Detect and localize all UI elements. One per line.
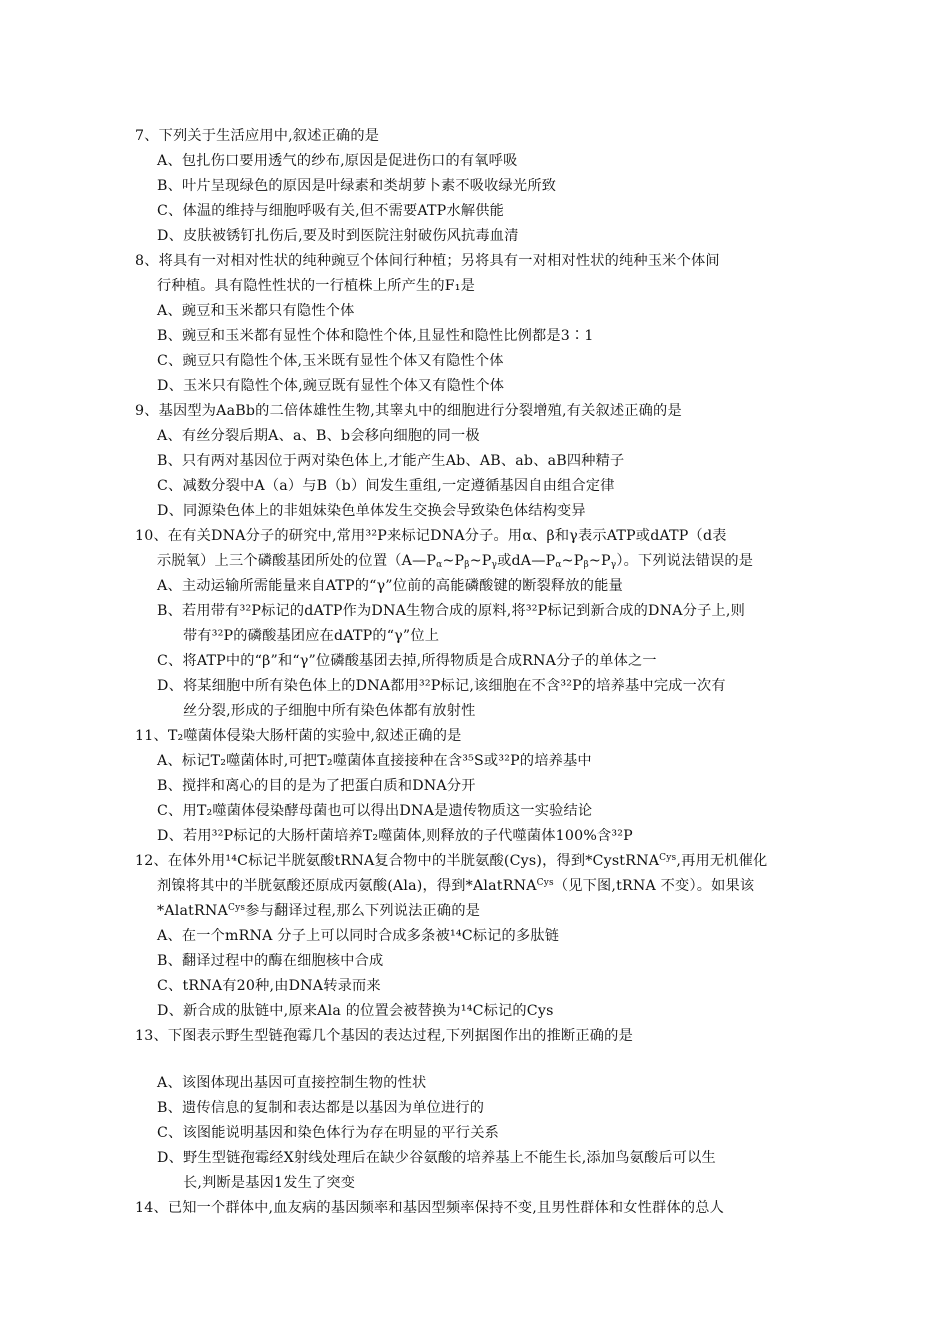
question-9-option-b: B、只有两对基因位于两对染色体上,才能产生Ab、AB、ab、aB四种精子 <box>157 453 625 469</box>
question-12-stem-line-2: 剂镍将其中的半胱氨酸还原成丙氨酸(Ala)，得到*AlatRNA$^{Cys}$（见下图,tRNA 不变）。如果该 <box>157 878 755 894</box>
question-10-option-c: C、将ATP中的“β”和“γ”位磷酸基团去掉,所得物质是合成RNA分子的单体之一 <box>157 653 657 669</box>
question-11-option-b: B、搅拌和离心的目的是为了把蛋白质和DNA分开 <box>157 778 476 794</box>
question-13-option-d-cont: 长,判断是基因1发生了突变 <box>183 1175 356 1191</box>
question-8-option-a: A、豌豆和玉米都只有隐性个体 <box>157 303 355 319</box>
question-11-option-d: D、若用³²P标记的大肠杆菌培养T₂噬菌体,则释放的子代噬菌体100%含³²P <box>157 828 633 844</box>
question-10-option-d-cont: 丝分裂,形成的子细胞中所有染色体都有放射性 <box>183 703 476 719</box>
question-8-option-b: B、豌豆和玉米都有显性个体和隐性个体,且显性和隐性比例都是3∶1 <box>157 328 594 344</box>
question-13-option-a: A、该图体现出基因可直接控制生物的性状 <box>157 1075 427 1091</box>
question-10-option-b-cont: 带有³²P的磷酸基团应在dATP的“γ”位上 <box>183 628 440 644</box>
question-13-option-c: C、该图能说明基因和染色体行为存在明显的平行关系 <box>157 1125 499 1141</box>
question-9-stem: 9、基因型为AaBb的二倍体雄性生物,其睾丸中的细胞进行分裂增殖,有关叙述正确的是 <box>135 403 682 419</box>
question-8-option-c: C、豌豆只有隐性个体,玉米既有显性个体又有隐性个体 <box>157 353 504 369</box>
question-10-option-d: D、将某细胞中所有染色体上的DNA都用³²P标记,该细胞在不含³²P的培养基中完成一次有 <box>157 678 726 694</box>
question-13-option-d: D、野生型链孢霉经X射线处理后在缺少谷氨酸的培养基上不能生长,添加鸟氨酸后可以生 <box>157 1150 716 1166</box>
question-10-option-b: B、若用带有³²P标记的dATP作为DNA生物合成的原料,将³²P标记到新合成的DNA分子上,则 <box>157 603 745 619</box>
question-7-option-d: D、皮肤被锈钉扎伤后,要及时到医院注射破伤风抗毒血清 <box>157 228 519 244</box>
question-13-option-b: B、遗传信息的复制和表达都是以基因为单位进行的 <box>157 1100 485 1116</box>
question-7-option-c: C、体温的维持与细胞呼吸有关,但不需要ATP水解供能 <box>157 203 504 219</box>
question-11-stem: 11、T₂噬菌体侵染大肠杆菌的实验中,叙述正确的是 <box>135 728 462 744</box>
question-9-option-d: D、同源染色体上的非姐妹染色单体发生交换会导致染色体结构变异 <box>157 503 586 519</box>
question-12-stem-line-1: 12、在体外用¹⁴C标记半胱氨酸tRNA复合物中的半胱氨酸(Cys)，得到*CystRNA$^{Cys}$,再用无机催化 <box>135 853 768 869</box>
question-9-option-a: A、有丝分裂后期A、a、B、b会移向细胞的同一极 <box>157 428 480 444</box>
question-12-option-d: D、新合成的肽链中,原来Ala 的位置会被替换为¹⁴C标记的Cys <box>157 1003 554 1019</box>
question-7-option-b: B、叶片呈现绿色的原因是叶绿素和类胡萝卜素不吸收绿光所致 <box>157 178 557 194</box>
question-7-option-a: A、包扎伤口要用透气的纱布,原因是促进伤口的有氧呼吸 <box>157 153 518 169</box>
question-10-option-a: A、主动运输所需能量来自ATP的“γ”位前的高能磷酸键的断裂释放的能量 <box>157 578 623 594</box>
question-12-option-c: C、tRNA有20种,由DNA转录而来 <box>157 978 381 994</box>
question-11-option-a: A、标记T₂噬菌体时,可把T₂噬菌体直接接种在含³⁵S或³²P的培养基中 <box>157 753 592 769</box>
question-8-option-d: D、玉米只有隐性个体,豌豆既有显性个体又有隐性个体 <box>157 378 505 394</box>
question-7-stem: 7、下列关于生活应用中,叙述正确的是 <box>135 128 380 144</box>
question-11-option-c: C、用T₂噬菌体侵染酵母菌也可以得出DNA是遗传物质这一实验结论 <box>157 803 593 819</box>
question-12-option-b: B、翻译过程中的酶在细胞核中合成 <box>157 953 384 969</box>
question-10-stem-line-2: 示脱氧）上三个磷酸基团所处的位置（$A—P_\alpha\sim P_\beta\sim P_\gamma$或$dA—P_\alpha\sim P_\beta\sim P_\gamma$）。下列说法错误的是 <box>157 553 754 570</box>
question-10-stem-line-1: 10、在有关DNA分子的研究中,常用³²P来标记DNA分子。用α、β和γ表示ATP或dATP（d表 <box>135 528 727 544</box>
question-9-option-c: C、减数分裂中A（a）与B（b）间发生重组,一定遵循基因自由组合定律 <box>157 478 615 494</box>
question-13-stem: 13、下图表示野生型链孢霉几个基因的表达过程,下列据图作出的推断正确的是 <box>135 1028 633 1044</box>
question-12-option-a: A、在一个mRNA 分子上可以同时合成多条被¹⁴C标记的多肽链 <box>157 928 560 944</box>
question-8-stem-line-1: 8、将具有一对相对性状的纯种豌豆个体间行种植；另将具有一对相对性状的纯种玉米个体间 <box>135 253 720 269</box>
question-14-stem: 14、已知一个群体中,血友病的基因频率和基因型频率保持不变,且男性群体和女性群体的总人 <box>135 1200 724 1216</box>
question-8-stem-line-2: 行种植。具有隐性性状的一行植株上所产生的F₁是 <box>157 278 476 294</box>
question-12-stem-line-3: *AlatRNA$^{Cys}$参与翻译过程,那么下列说法正确的是 <box>157 903 481 919</box>
